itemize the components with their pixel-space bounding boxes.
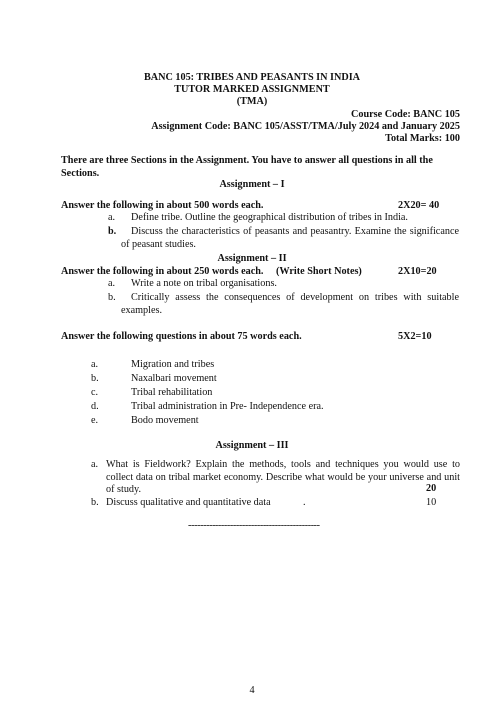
assignment-3-heading: Assignment – III	[215, 440, 289, 451]
assignment-2-marks: 2X10=20	[398, 266, 437, 277]
assignment-2-instruction-note: (Write Short Notes)	[276, 266, 362, 277]
short-item-e-label: e.	[91, 415, 99, 426]
assignment-2-instruction: Answer the following in about 250 words each.	[61, 266, 264, 277]
assignment-3-item-a-label: a.	[91, 459, 99, 470]
short-item-b-text: Naxalbari movement	[131, 373, 217, 384]
short-item-b-label: b.	[91, 373, 99, 384]
assignment-3-item-a-text: What is Fieldwork? Explain the methods, tools and techniques you would use to collect data on tribal market economy. Describe what would be your universe and unit of study.	[106, 459, 460, 496]
section-divider: --------------------------------------------	[188, 520, 320, 531]
assignment-1-item-b-text: Discuss the characteristics of peasants and peasantry. Examine the significance of peasant studies.	[121, 226, 459, 250]
short-answers-marks: 5X2=10	[398, 331, 432, 342]
assignment-2-item-a-label: a.	[108, 278, 116, 289]
intro-instruction: There are three Sections in the Assignment. You have to answer all questions in all the Sections.	[61, 155, 433, 179]
short-item-c-text: Tribal rehabilitation	[131, 387, 213, 398]
document-subtitle: TUTOR MARKED ASSIGNMENT	[174, 84, 330, 95]
page-number: 4	[249, 685, 255, 696]
assignment-3-item-a-marks: 20	[426, 483, 437, 494]
assignment-2-item-b-label: b.	[108, 292, 116, 303]
course-code: Course Code: BANC 105	[351, 109, 460, 120]
assignment-3-item-b-marks: 10	[426, 497, 437, 508]
assignment-3-item-b-text: Discuss qualitative and quantitative data	[106, 497, 271, 508]
short-item-d-label: d.	[91, 401, 99, 412]
tma-label: (TMA)	[236, 96, 268, 107]
short-item-e-text: Bodo movement	[131, 415, 199, 426]
short-item-d-text: Tribal administration in Pre- Independence era.	[131, 401, 324, 412]
short-item-a-label: a.	[91, 359, 99, 370]
assignment-1-heading: Assignment – I	[219, 179, 285, 190]
short-item-c-label: c.	[91, 387, 99, 398]
assignment-1-instruction: Answer the following in about 500 words each.	[61, 200, 264, 211]
assignment-2-heading: Assignment – II	[217, 253, 287, 264]
assignment-1-item-b-label: b.	[108, 226, 117, 237]
assignment-2-item-b-text: Critically assess the consequences of development on tribes with suitable examples.	[121, 292, 459, 316]
assignment-2-item-a-text: Write a note on tribal organisations.	[131, 278, 277, 289]
assignment-3-item-b-dot: .	[303, 497, 306, 508]
assignment-1-item-a-label: a.	[108, 212, 116, 223]
assignment-1-item-a-text: Define tribe. Outline the geographical distribution of tribes in India.	[131, 212, 408, 223]
assignment-1-marks: 2X20= 40	[398, 200, 440, 211]
total-marks: Total Marks: 100	[385, 133, 460, 144]
document-title: BANC 105: TRIBES AND PEASANTS IN INDIA	[143, 72, 361, 83]
assignment-3-item-b-label: b.	[91, 497, 99, 508]
short-item-a-text: Migration and tribes	[131, 359, 215, 370]
assignment-code: Assignment Code: BANC 105/ASST/TMA/July 2024 and January 2025	[151, 121, 460, 132]
short-answers-instruction: Answer the following questions in about 75 words each.	[61, 331, 302, 342]
